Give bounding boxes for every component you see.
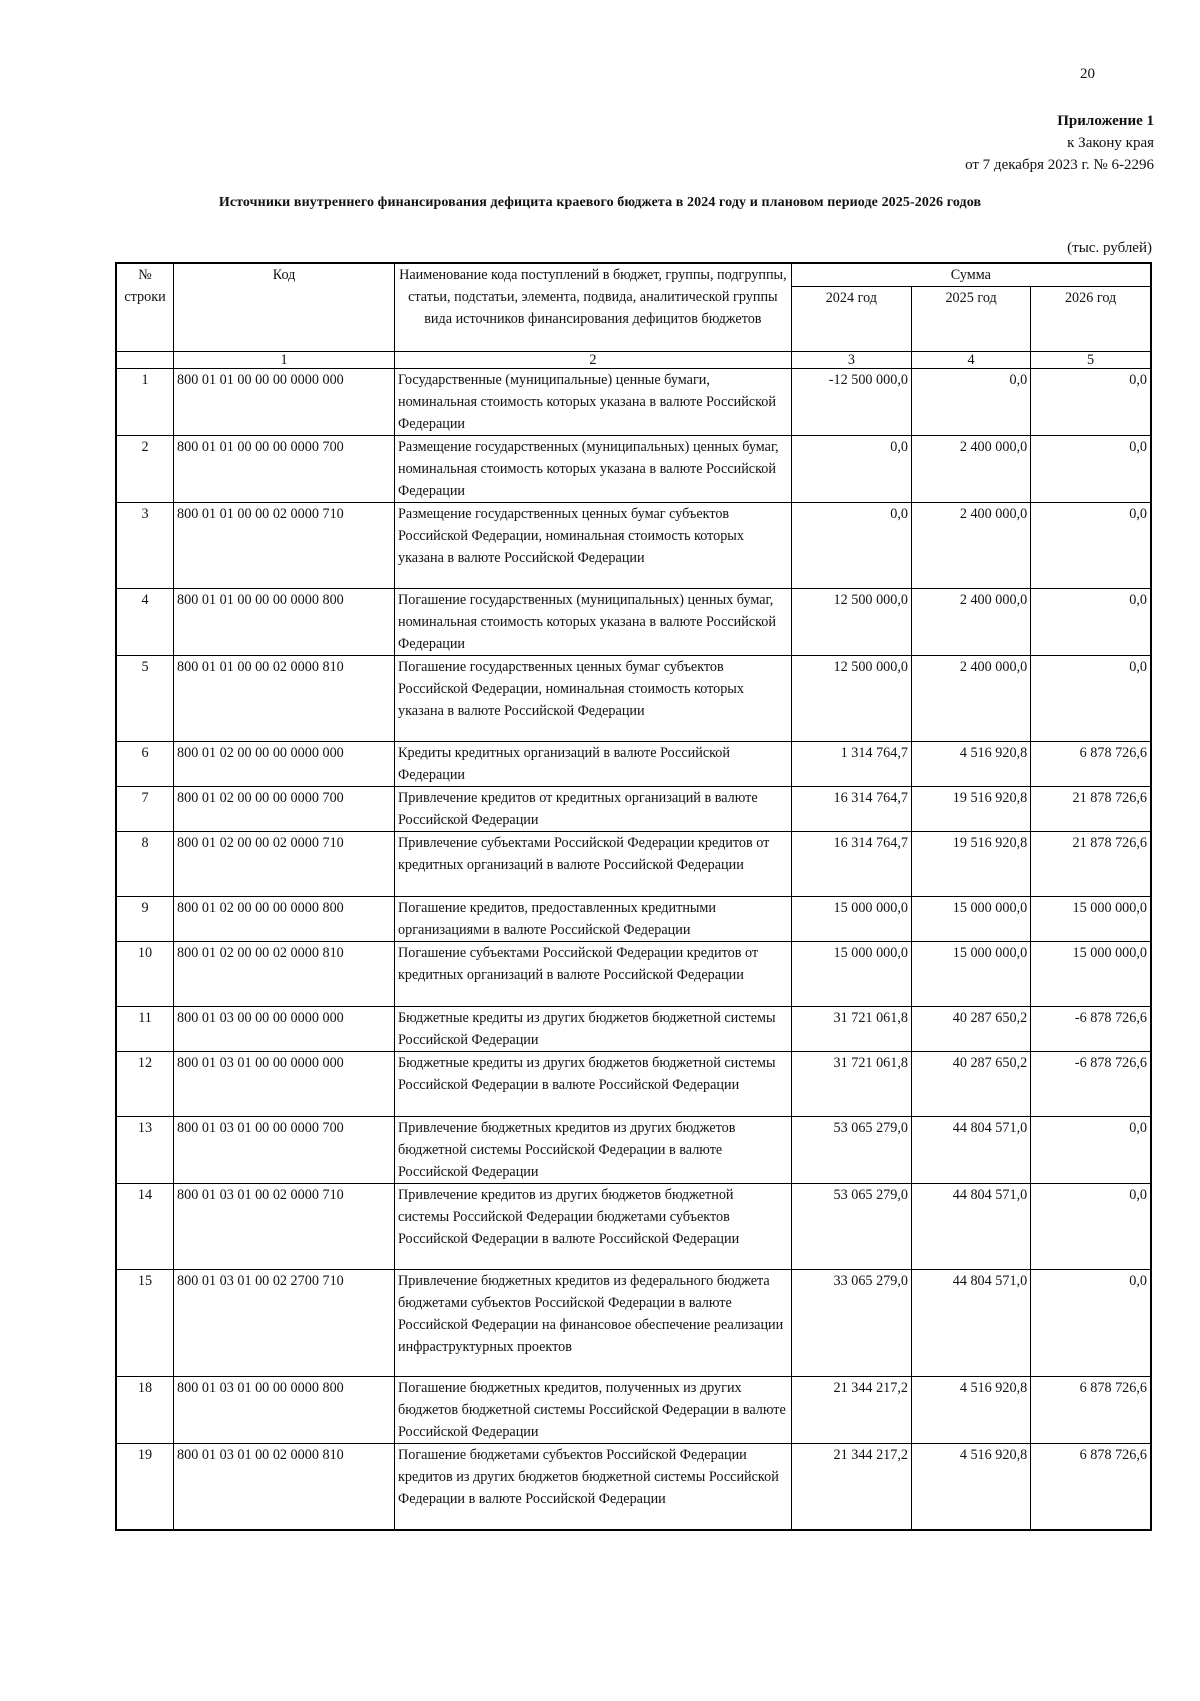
table-row (116, 1184, 1151, 1270)
row-number-cell: 12 (116, 1052, 174, 1117)
value-2025-cell: 2 400 000,0 (911, 656, 1030, 742)
name-cell: Привлечение кредитов из других бюджетов бюджетной системы Российской Федерации бюджетами субъектов Российской Федерации в валюте Российской Федерации (395, 1184, 792, 1270)
row-number-cell: 18 (116, 1377, 174, 1444)
column-number: 4 (911, 352, 1030, 369)
appendix-title: Приложение 1 (1057, 113, 1154, 129)
name-cell: Погашение бюджетных кредитов, полученных из других бюджетов бюджетной системы Российской Федерации в валюте Российской Федерации (395, 1377, 792, 1444)
header-2026: 2026 год (1031, 287, 1151, 352)
name-cell: Государственные (муниципальные) ценные бумаги, номинальная стоимость которых указана в валюте Российской Федерации (395, 369, 792, 436)
header-sum: Сумма (791, 263, 1151, 287)
table-row (116, 1444, 1151, 1530)
table-row (116, 436, 1151, 503)
code-cell: 800 01 03 01 00 00 0000 000 (174, 1052, 395, 1117)
value-2025-cell: 4 516 920,8 (911, 1377, 1030, 1444)
value-2026-cell: 21 878 726,6 (1031, 787, 1151, 832)
row-number-cell: 13 (116, 1117, 174, 1184)
value-2025-cell: 15 000 000,0 (911, 942, 1030, 1007)
row-number-cell: 19 (116, 1444, 174, 1530)
code-cell: 800 01 03 01 00 00 0000 700 (174, 1117, 395, 1184)
table-row (116, 1052, 1151, 1117)
table-row (116, 1007, 1151, 1052)
name-cell: Бюджетные кредиты из других бюджетов бюджетной системы Российской Федерации в валюте Российской Федерации (395, 1052, 792, 1117)
table-row (116, 656, 1151, 742)
column-number (116, 352, 174, 369)
value-2025-cell: 44 804 571,0 (911, 1270, 1030, 1377)
document-title: Источники внутреннего финансирования дефицита краевого бюджета в 2024 году и плановом периоде 2025-2026 годов (218, 195, 982, 210)
name-cell: Размещение государственных ценных бумаг субъектов Российской Федерации, номинальная стоимость которых указана в валюте Российской Федерации (395, 503, 792, 589)
row-number-cell: 15 (116, 1270, 174, 1377)
value-2024-cell: 16 314 764,7 (791, 787, 911, 832)
value-2026-cell: 15 000 000,0 (1031, 897, 1151, 942)
header-row-number: № строки (116, 263, 174, 352)
table-row (116, 589, 1151, 656)
value-2025-cell: 4 516 920,8 (911, 742, 1030, 787)
table-row (116, 787, 1151, 832)
units-label: (тыс. рублей) (1067, 240, 1152, 256)
table-row (116, 942, 1151, 1007)
name-cell: Бюджетные кредиты из других бюджетов бюджетной системы Российской Федерации (395, 1007, 792, 1052)
table-row (116, 832, 1151, 897)
table-row (116, 1377, 1151, 1444)
name-cell: Размещение государственных (муниципальных) ценных бумаг, номинальная стоимость которых указана в валюте Российской Федерации (395, 436, 792, 503)
name-cell: Привлечение бюджетных кредитов из других бюджетов бюджетной системы Российской Федерации в валюте Российской Федерации (395, 1117, 792, 1184)
code-cell: 800 01 03 01 00 02 0000 710 (174, 1184, 395, 1270)
value-2026-cell: 0,0 (1031, 436, 1151, 503)
value-2024-cell: 33 065 279,0 (791, 1270, 911, 1377)
value-2026-cell: 21 878 726,6 (1031, 832, 1151, 897)
value-2024-cell: 0,0 (791, 503, 911, 589)
value-2025-cell: 44 804 571,0 (911, 1184, 1030, 1270)
code-cell: 800 01 02 00 00 00 0000 000 (174, 742, 395, 787)
table-row (116, 503, 1151, 589)
code-cell: 800 01 01 00 00 00 0000 000 (174, 369, 395, 436)
value-2025-cell: 2 400 000,0 (911, 503, 1030, 589)
code-cell: 800 01 01 00 00 00 0000 700 (174, 436, 395, 503)
value-2025-cell: 4 516 920,8 (911, 1444, 1030, 1530)
column-number-row (116, 352, 1151, 369)
row-number-cell: 5 (116, 656, 174, 742)
value-2025-cell: 40 287 650,2 (911, 1007, 1030, 1052)
value-2026-cell: 6 878 726,6 (1031, 742, 1151, 787)
value-2025-cell: 19 516 920,8 (911, 787, 1030, 832)
value-2026-cell: 15 000 000,0 (1031, 942, 1151, 1007)
value-2026-cell: 6 878 726,6 (1031, 1444, 1151, 1530)
table-row (116, 369, 1151, 436)
name-cell: Погашение государственных (муниципальных) ценных бумаг, номинальная стоимость которых указана в валюте Российской Федерации (395, 589, 792, 656)
value-2024-cell: 15 000 000,0 (791, 942, 911, 1007)
value-2026-cell: 0,0 (1031, 1270, 1151, 1377)
table-row (116, 1270, 1151, 1377)
row-number-cell: 1 (116, 369, 174, 436)
row-number-cell: 2 (116, 436, 174, 503)
appendix-block (965, 110, 1154, 176)
name-cell: Погашение бюджетами субъектов Российской Федерации кредитов из других бюджетов бюджетной системы Российской Федерации в валюте Российской Федерации (395, 1444, 792, 1530)
appendix-date: от 7 декабря 2023 г. № 6-2296 (965, 157, 1154, 173)
value-2025-cell: 0,0 (911, 369, 1030, 436)
value-2024-cell: 12 500 000,0 (791, 589, 911, 656)
value-2024-cell: 53 065 279,0 (791, 1184, 911, 1270)
value-2024-cell: 16 314 764,7 (791, 832, 911, 897)
table-row (116, 897, 1151, 942)
code-cell: 800 01 03 00 00 00 0000 000 (174, 1007, 395, 1052)
value-2024-cell: 21 344 217,2 (791, 1377, 911, 1444)
code-cell: 800 01 02 00 00 00 0000 700 (174, 787, 395, 832)
code-cell: 800 01 03 01 00 02 2700 710 (174, 1270, 395, 1377)
value-2024-cell: 15 000 000,0 (791, 897, 911, 942)
code-cell: 800 01 01 00 00 02 0000 710 (174, 503, 395, 589)
value-2026-cell: 0,0 (1031, 1117, 1151, 1184)
name-cell: Погашение государственных ценных бумаг субъектов Российской Федерации, номинальная стоимость которых указана в валюте Российской Федерации (395, 656, 792, 742)
name-cell: Привлечение кредитов от кредитных организаций в валюте Российской Федерации (395, 787, 792, 832)
appendix-law: к Закону края (1067, 135, 1154, 151)
row-number-cell: 4 (116, 589, 174, 656)
name-cell: Погашение кредитов, предоставленных кредитными организациями в валюте Российской Федерации (395, 897, 792, 942)
row-number-cell: 8 (116, 832, 174, 897)
value-2026-cell: -6 878 726,6 (1031, 1052, 1151, 1117)
code-cell: 800 01 02 00 00 02 0000 810 (174, 942, 395, 1007)
code-cell: 800 01 01 00 00 02 0000 810 (174, 656, 395, 742)
value-2026-cell: 0,0 (1031, 1184, 1151, 1270)
value-2024-cell: 1 314 764,7 (791, 742, 911, 787)
code-cell: 800 01 03 01 00 00 0000 800 (174, 1377, 395, 1444)
row-number-cell: 11 (116, 1007, 174, 1052)
page-number: 20 (1080, 66, 1095, 82)
value-2024-cell: -12 500 000,0 (791, 369, 911, 436)
header-code: Код (174, 263, 395, 352)
column-number: 1 (174, 352, 395, 369)
value-2026-cell: 0,0 (1031, 369, 1151, 436)
header-2025: 2025 год (911, 287, 1030, 352)
row-number-cell: 7 (116, 787, 174, 832)
value-2024-cell: 12 500 000,0 (791, 656, 911, 742)
code-cell: 800 01 01 00 00 00 0000 800 (174, 589, 395, 656)
table-row (116, 742, 1151, 787)
value-2024-cell: 53 065 279,0 (791, 1117, 911, 1184)
row-number-cell: 3 (116, 503, 174, 589)
value-2026-cell: 0,0 (1031, 656, 1151, 742)
value-2025-cell: 15 000 000,0 (911, 897, 1030, 942)
sources-table (115, 262, 1152, 1531)
value-2024-cell: 31 721 061,8 (791, 1052, 911, 1117)
value-2024-cell: 31 721 061,8 (791, 1007, 911, 1052)
name-cell: Привлечение субъектами Российской Федерации кредитов от кредитных организаций в валюте Российской Федерации (395, 832, 792, 897)
column-number: 5 (1031, 352, 1151, 369)
value-2026-cell: -6 878 726,6 (1031, 1007, 1151, 1052)
table-row (116, 1117, 1151, 1184)
header-name: Наименование кода поступлений в бюджет, группы, подгруппы, статьи, подстатьи, элемента, подвида, аналитической группы вида источников финансирования дефицитов бюджетов (395, 263, 792, 352)
value-2025-cell: 44 804 571,0 (911, 1117, 1030, 1184)
code-cell: 800 01 02 00 00 02 0000 710 (174, 832, 395, 897)
name-cell: Кредиты кредитных организаций в валюте Российской Федерации (395, 742, 792, 787)
value-2024-cell: 0,0 (791, 436, 911, 503)
name-cell: Погашение субъектами Российской Федерации кредитов от кредитных организаций в валюте Российской Федерации (395, 942, 792, 1007)
value-2025-cell: 40 287 650,2 (911, 1052, 1030, 1117)
value-2024-cell: 21 344 217,2 (791, 1444, 911, 1530)
value-2026-cell: 0,0 (1031, 589, 1151, 656)
value-2026-cell: 6 878 726,6 (1031, 1377, 1151, 1444)
header-2024: 2024 год (791, 287, 911, 352)
column-number: 3 (791, 352, 911, 369)
code-cell: 800 01 03 01 00 02 0000 810 (174, 1444, 395, 1530)
name-cell: Привлечение бюджетных кредитов из федерального бюджета бюджетами субъектов Российской Федерации в валюте Российской Федерации на финансовое обеспечение реализации инфраструктурных проектов (395, 1270, 792, 1377)
value-2025-cell: 2 400 000,0 (911, 589, 1030, 656)
value-2025-cell: 19 516 920,8 (911, 832, 1030, 897)
value-2025-cell: 2 400 000,0 (911, 436, 1030, 503)
row-number-cell: 6 (116, 742, 174, 787)
value-2026-cell: 0,0 (1031, 503, 1151, 589)
column-number: 2 (395, 352, 792, 369)
row-number-cell: 10 (116, 942, 174, 1007)
row-number-cell: 9 (116, 897, 174, 942)
row-number-cell: 14 (116, 1184, 174, 1270)
code-cell: 800 01 02 00 00 00 0000 800 (174, 897, 395, 942)
